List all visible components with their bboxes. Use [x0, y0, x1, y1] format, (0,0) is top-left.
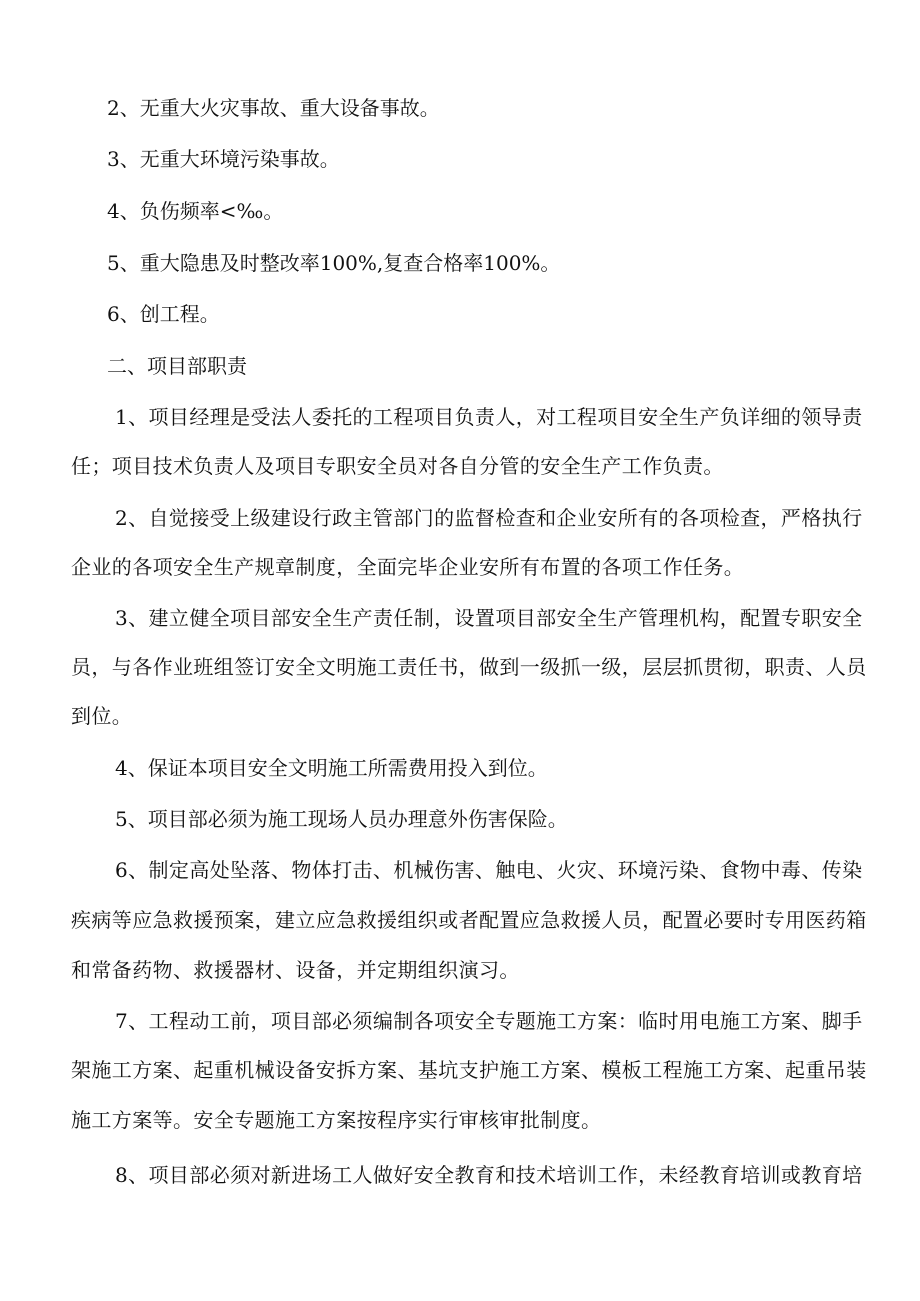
goal-item-3: 3、无重大环境污染事故。 [107, 147, 340, 171]
duty-2-line-2: 企业的各项安全生产规章制度，全面完毕企业安所有布置的各项工作任务。 [71, 555, 745, 579]
duty-7-line-3: 施工方案等。安全专题施工方案按程序实行审核审批制度。 [71, 1108, 602, 1132]
duty-3-line-1: 3、建立健全项目部安全生产责任制，设置项目部安全生产管理机构，配置专职安全 [115, 606, 863, 630]
duty-4: 4、保证本项目安全文明施工所需费用投入到位。 [115, 756, 548, 780]
goal-item-6: 6、创工程。 [107, 302, 220, 326]
duty-7-line-1: 7、工程动工前，项目部必须编制各项安全专题施工方案：临时用电施工方案、脚手 [115, 1009, 863, 1033]
duty-3-line-3: 到位。 [71, 704, 133, 728]
goal-item-2: 2、无重大火灾事故、重大设备事故。 [107, 96, 440, 120]
duty-2-line-1: 2、自觉接受上级建设行政主管部门的监督检查和企业安所有的各项检查，严格执行 [115, 506, 863, 530]
duty-5: 5、项目部必须为施工现场人员办理意外伤害保险。 [115, 807, 568, 831]
duty-6-line-2: 疾病等应急救援预案，建立应急救援组织或者配置应急救援人员，配置必要时专用医药箱 [71, 908, 867, 932]
duty-6-line-1: 6、制定高处坠落、物体打击、机械伤害、触电、火灾、环境污染、食物中毒、传染 [115, 858, 863, 882]
duty-1-line-1: 1、项目经理是受法人委托的工程项目负责人，对工程项目安全生产负详细的领导责 [115, 405, 863, 429]
goal-item-5: 5、重大隐患及时整改率100%,复查合格率100%。 [107, 251, 561, 275]
duty-6-line-3: 和常备药物、救援器材、设备，并定期组织演习。 [71, 958, 520, 982]
duty-3-line-2: 员，与各作业班组签订安全文明施工责任书，做到一级抓一级，层层抓贯彻，职责、人员 [71, 655, 867, 679]
section-heading: 二、项目部职责 [107, 354, 247, 378]
duty-8-line-1: 8、项目部必须对新进场工人做好安全教育和技术培训工作，未经教育培训或教育培 [115, 1163, 863, 1187]
duty-7-line-2: 架施工方案、起重机械设备安拆方案、基坑支护施工方案、模板工程施工方案、起重吊装 [71, 1058, 867, 1082]
duty-1-line-2: 任；项目技术负责人及项目专职安全员对各自分管的安全生产工作负责。 [71, 454, 724, 478]
goal-item-4: 4、负伤频率<‰。 [107, 199, 284, 223]
